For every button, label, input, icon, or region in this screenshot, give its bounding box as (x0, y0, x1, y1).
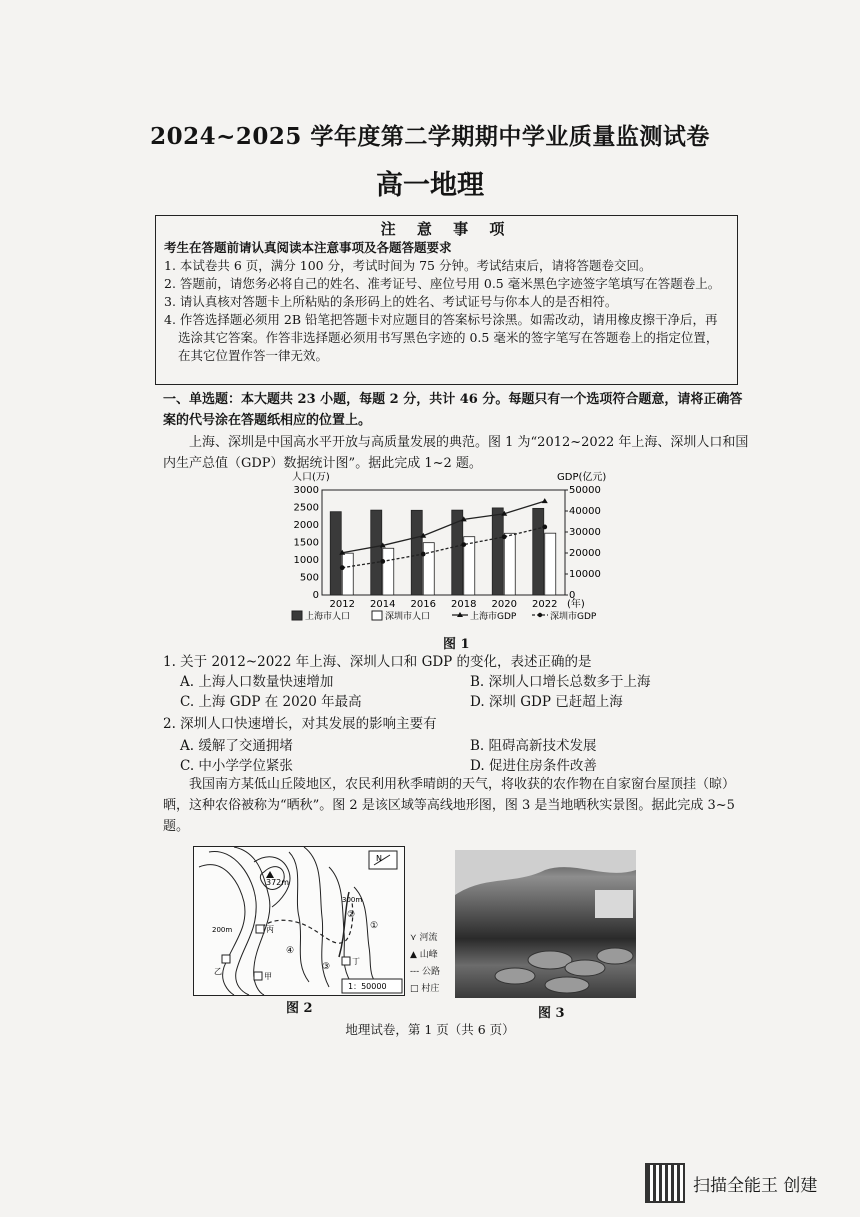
notice-item: 1. 本试卷共 6 页，满分 100 分，考试时间为 75 分钟。考试结束后，请将答题卷交回。 (164, 258, 652, 273)
notice-item: 3. 请认真核对答题卡上所粘贴的条形码上的姓名、考试证号与你本人的是否相符。 (164, 294, 618, 309)
contour-line (289, 852, 309, 982)
legend-river: ⋎ 河流 (410, 933, 438, 943)
notice-item: 4. 作答选择题必须用 2B 铅笔把答题卡对应题目的答案标号涂黑。如需改动，请用橡皮擦干净后，再选涂其它答案。作答非选择题必须用书写黑色字迹的 0.5 毫米的签字笔写在答题卷上的指定位置，在其它位置作答一律无效。 (164, 312, 719, 363)
question-1-stem: 1. 关于 2012~2022 年上海、深圳人口和 GDP 的变化，表述正确的是 (163, 654, 592, 670)
point-label-4: ④ (286, 946, 295, 956)
photo-sketch (455, 850, 636, 998)
contour-line (329, 867, 354, 987)
north-label: N (376, 854, 382, 863)
point-shenzhen-gdp (421, 552, 426, 557)
right-tick-label: 20000 (569, 548, 601, 559)
intro-paragraph-1: 上海、深圳是中国高水平开放与高质量发展的典范。图 1 为“2012~2022 年上海、深圳人口和国内生产总值（GDP）数据统计图”。据此完成 1~2 题。 (163, 435, 749, 471)
page-footer: 地理试卷，第 1 页（共 6 页） (345, 1022, 515, 1037)
contour-label-200: 200m (212, 926, 233, 934)
point-shenzhen-gdp (461, 542, 466, 547)
question-2-option-d: D. 促进住房条件改善 (470, 758, 597, 774)
notice-heading: 注 意 事 项 (380, 220, 513, 238)
sky-shape (455, 850, 636, 895)
x-tick-label: 2012 (329, 599, 355, 610)
bar-shanghai-population (411, 510, 422, 595)
figure-1-label: 图 1 (443, 637, 470, 652)
right-axis-title: GDP(亿元) (557, 472, 607, 483)
contour-map-svg (194, 847, 404, 995)
left-axis-title: 人口(万) (292, 472, 330, 483)
figure-3-label: 图 3 (538, 1006, 565, 1021)
legend-marker (538, 613, 542, 617)
peak-icon: ▲ (410, 950, 420, 960)
bar-shanghai-population (330, 512, 341, 595)
question-1-option-b: B. 深圳人口增长总数多于上海 (470, 674, 651, 690)
notice-intro: 考生在答题前请认真阅读本注意事项及各题答题要求 (164, 240, 452, 255)
point-shenzhen-gdp (542, 525, 547, 530)
point-shenzhen-gdp (502, 534, 507, 539)
question-2-option-b: B. 阻碍高新技术发展 (470, 738, 597, 754)
figure-2-contour-map (193, 846, 405, 996)
legend-swatch (292, 611, 302, 620)
right-tick-label: 40000 (569, 506, 601, 517)
right-tick-label: 30000 (569, 527, 601, 538)
drying-basket (545, 977, 589, 993)
left-tick-label: 2500 (293, 502, 319, 514)
drying-basket (495, 968, 535, 984)
village-icon: □ (410, 984, 422, 994)
north-arrow-icon (369, 851, 397, 869)
village-icon (342, 957, 350, 965)
x-tick-label: 2016 (410, 599, 436, 610)
notice-item: 2. 答题前，请您务必将自己的姓名、准考证号、座位号用 0.5 毫米黑色字迹签字笔填写在答题卷上。 (164, 276, 721, 291)
legend-swatch (372, 611, 382, 620)
map-legend (410, 930, 440, 998)
legend-peak: ▲ 山峰 (410, 950, 438, 960)
village-icon (256, 925, 264, 933)
question-2-stem: 2. 深圳人口快速增长，对其发展的影响主要有 (163, 716, 437, 732)
figure-1-chart (290, 470, 625, 630)
bar-shanghai-population (533, 508, 544, 595)
bar-shenzhen-population (504, 533, 515, 595)
section-header: 一、单选题：本大题共 23 小题，每题 2 分，共计 46 分。每题只有一个选项符合题意，请将正确答案的代号涂在答题纸相应的位置上。 (163, 392, 743, 428)
exam-title: 2024~2025 学年度第二学期期中学业质量监测试卷 (150, 123, 710, 150)
left-tick-label: 2000 (293, 520, 319, 531)
bar-shanghai-population (452, 510, 463, 595)
village-icon (222, 955, 230, 963)
figure-3-photo (455, 850, 636, 998)
point-label-1: ① (370, 921, 379, 931)
village-label-bing: 丙 (266, 925, 274, 934)
x-tick-label: 2020 (491, 599, 517, 610)
contour-label-300: 300m (342, 896, 363, 904)
right-tick-label: 10000 (569, 569, 601, 580)
x-tick-label: 2014 (370, 599, 396, 610)
road-line (262, 902, 356, 943)
left-tick-label: 0 (312, 590, 319, 601)
intro-paragraph-2: 我国南方某低山丘陵地区，农民利用秋季晴朗的天气，将收获的农作物在自家窗台屋顶挂（晾）晒，这种农俗被称为“晒秋”。图 2 是该区域等高线地形图，图 3 是当地晒秋实景图。据此完成 3~5 题。 (163, 777, 736, 834)
point-shenzhen-gdp (380, 559, 385, 564)
point-label-3: ③ (322, 962, 331, 972)
right-tick-label: 50000 (569, 485, 601, 496)
left-tick-label: 1500 (293, 537, 319, 549)
road-icon: --- (410, 967, 422, 977)
village-label-yi: 乙 (214, 967, 222, 976)
left-tick-label: 1000 (293, 555, 319, 566)
building-shape (595, 890, 633, 918)
bar-shenzhen-population (423, 543, 434, 595)
drying-basket (597, 948, 633, 964)
legend-label: 深圳市GDP (550, 612, 597, 622)
bar-shanghai-population (371, 510, 382, 595)
legend-label: 上海市GDP (470, 612, 517, 622)
chart-svg (290, 470, 625, 630)
point-shanghai-gdp (542, 498, 548, 503)
bar-shenzhen-population (342, 553, 353, 595)
left-tick-label: 500 (299, 572, 319, 584)
bar-shenzhen-population (383, 548, 394, 595)
left-tick-label: 3000 (293, 485, 319, 496)
bar-shanghai-population (492, 508, 503, 595)
x-unit-label: (年) (567, 599, 585, 610)
legend-label: 深圳市人口 (385, 612, 431, 622)
question-2-option-c: C. 中小学学位紧张 (180, 758, 293, 774)
village-label-ding: 丁 (352, 957, 360, 966)
question-2-option-a: A. 缓解了交通拥堵 (180, 738, 293, 754)
river-icon: ⋎ (410, 933, 420, 943)
figure-2-label: 图 2 (286, 1001, 313, 1016)
exam-subject: 高一地理 (376, 170, 484, 201)
drying-basket (565, 960, 605, 976)
right-tick-label: 0 (569, 590, 576, 601)
village-icon (254, 972, 262, 980)
scanner-watermark (645, 1163, 817, 1203)
legend-label: 上海市人口 (305, 612, 351, 622)
question-1-option-d: D. 深圳 GDP 已赶超上海 (470, 694, 623, 710)
peak-icon (266, 871, 274, 878)
village-label-jia: 甲 (264, 972, 272, 981)
peak-elevation: 372m (266, 878, 290, 887)
legend-road: --- 公路 (410, 967, 440, 977)
x-tick-label: 2022 (532, 599, 558, 610)
question-1-option-c: C. 上海 GDP 在 2020 年最高 (180, 694, 362, 710)
qr-code-icon (645, 1163, 685, 1203)
x-tick-label: 2018 (451, 599, 477, 610)
point-shenzhen-gdp (340, 565, 345, 570)
scale-label: 1：50000 (348, 982, 387, 991)
watermark-text: 扫描全能王 创建 (693, 1175, 818, 1196)
notice-box (155, 215, 738, 385)
bar-shenzhen-population (545, 533, 556, 595)
legend-village: □ 村庄 (410, 984, 440, 994)
point-label-2: ② (347, 910, 356, 920)
question-1-option-a: A. 上海人口数量快速增加 (180, 674, 334, 690)
